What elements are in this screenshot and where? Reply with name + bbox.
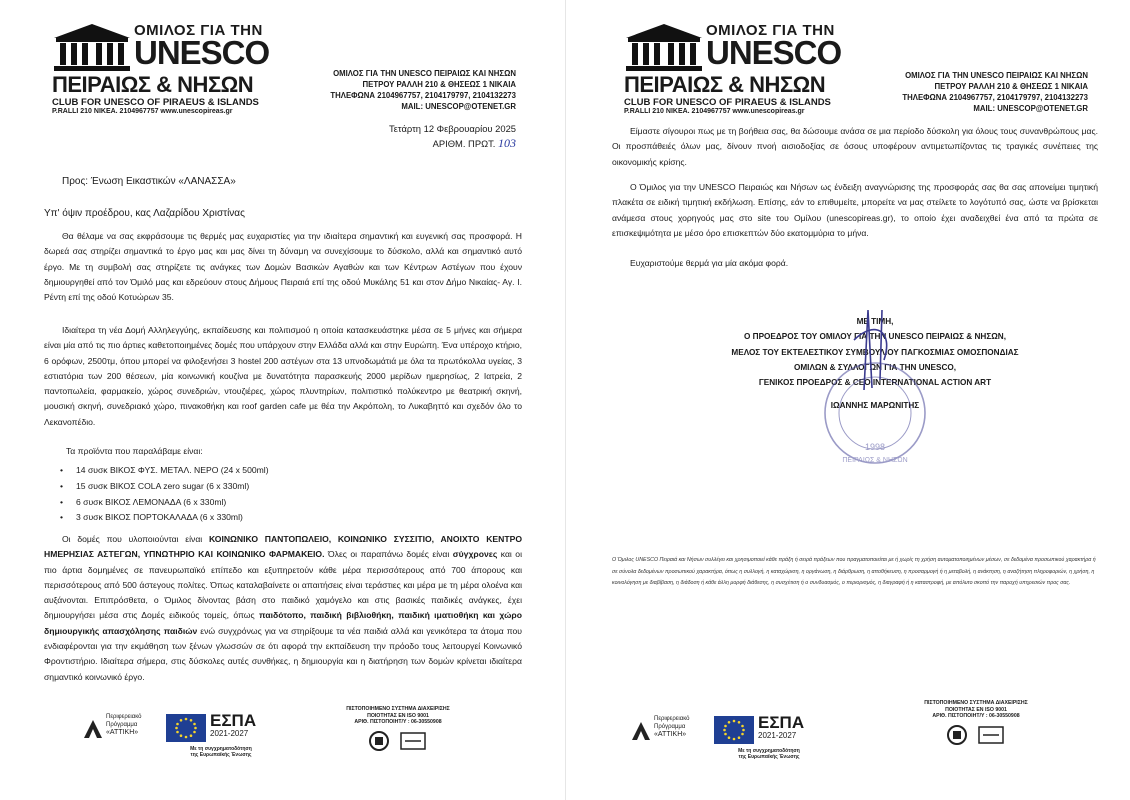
bullet-icon: • (60, 480, 64, 491)
attiki-logo-icon (630, 720, 652, 742)
attiki-logo-icon (82, 718, 104, 740)
attiki-label: Περιφερειακό Πρόγραμμα «ΑΤΤΙΚΗ» (654, 716, 690, 738)
recipient: Προς: Ένωση Εικαστικών «ΛΑΝΑΣΣΑ» (62, 176, 236, 187)
paragraph-text: Ιδιαίτερα τη νέα Δομή Αλληλεγγύης, εκπαίδευσης και πολιτισμού η οποία κατασκευάστηκε μέσα σε 5 μήνες και σήμερα είναι μία από τις πιο άρτιες καθετοποιημένες δομές που υπάρχουν στην Ελλάδα αλλά και στην Ευρώπη. Ένα υπέροχο κτήριο, 6 ορόφων, 2500τμ, όπου μπορεί να φιλοξενήσει 3 hostel 200 αστέγων στα 13 υπνοδωμάτιά με όλα τα πρωτόκολλα υγείας, 3 εστιατόρια των 200 θέσεων, μία κοινωνική κουζίνα με δυνατότητα παρασκευής 2000 μερίδων ημερησίως, 2 Ιατρεία, 2 παντοπωλεία, φαρμακείο, χώρος συνεδριών, ντουζιέρες, χώρος πλυντηρίων, πολιτιστικό πολύκεντρο με θεατρική σκηνή, μουσική σκηνή, συνεδριακό χώρο, πινακοθήκη και roof garden cafe με θέα την Ακρόπολη, το Λυκαβηττό και σχεδόν όλο το Λεκανοπέδιο. (44, 325, 522, 427)
page-divider (565, 0, 566, 800)
body-paragraph-2 (612, 180, 1098, 241)
espa-logo: ΕΣΠΑ 2021-2027 (758, 713, 805, 740)
iso-cert-icon (941, 724, 1011, 746)
paragraph-text: Είμαστε σίγουροι πως με τη βοήθεια σας, θα δώσουμε ανάσα σε μια περίοδο δύσκολη για όλους τους συνανθρώπους μας. Οι προσπάθειές όλων μας, δίνουν πνοή αισιοδοξίας σε όσους υποφέρουν αντιμετωπίζοντας τις τραγικές συνέπειες της οικονομικής κρίσης. (612, 126, 1098, 167)
address-line: ΟΜΙΛΟΣ ΓΙΑ ΤΗΝ UNESCO ΠΕΙΡΑΙΩΣ ΚΑΙ ΝΗΣΩΝ (333, 69, 516, 78)
unesco-club-logo (624, 22, 842, 122)
logo-line-3: ΠΕΙΡΑΙΩΣ & ΝΗΣΩΝ (624, 72, 826, 97)
logo-line-4: CLUB FOR UNESCO OF PIRAEUS & ISLANDS (624, 97, 831, 108)
attiki-label: Περιφερειακό Πρόγραμμα «ΑΤΤΙΚΗ» (106, 714, 142, 736)
address-line: MAIL: UNESCOP@OTENET.GR (973, 104, 1088, 113)
cofunded-label: Με τη συγχρηματοδότηση της Ευρωπαϊκής Ένωσης (190, 746, 252, 758)
body-paragraph-2 (44, 323, 522, 430)
letterhead-address (902, 70, 1088, 114)
paragraph-text: Θα θέλαμε να σας εκφράσουμε τις θερμές μας ευχαριστίες για την ιδιαίτερα σημαντική και ευγενική σας προσφορά. Η δωρεά σας στηρίζει σημαντικά το έργο μας και μας δίνει τη δύναμη να συνεχίσουμε το δύσκολο, αλλά και σημαντικό αυτό έργο. Με τη συμβολή σας στηρίζετε τις ανάγκες των Δομών Βασικών Αγαθών και των Κέντρων Αστέγων που έχουν δημιουργηθεί από τον Όμιλό μας και εδρεύουν στους Δήμους Πειραιά επί της οδού Μυκάλης 51 και στον Δήμο Νικαίας- Αγ. Ι. Ρέντη επί της οδού Κοτυώρων 35. (44, 231, 522, 303)
paragraph-text: Ευχαριστούμε θερμά για μία ακόμα φορά. (630, 258, 789, 268)
privacy-notice: Ο Όμιλος UNESCO Πειραιά και Νήσων συλλέγει και χρησιμοποιεί κάθε πράξη ή σειρά πράξεων που πραγματοποιείται με ή χωρίς τη χρήση αυτοματοποιημένων μέσων, σε δεδομένα προσωπικού χαρακτήρα ή σε σύνολα δεδομένων προσωπικού χαρακτήρα, όπως η συλλογή, η καταχώριση, η οργάνωση, η διάρθρωση, η αποθήκευση, η προσαρμογή ή η μεταβολή, η ανάκτηση, η αναζήτηση πληροφοριών, η χρήση, η κοινολόγηση με διαβίβαση, η διάδοση ή κάθε άλλη μορφή διάθεσης, η συσχέτιση ή ο συνδυασμός, ο περιορισμός, η διαγραφή ή η καταστροφή, με απόλυτο σκοπό την παροχή υπηρεσιών προς σας. (612, 557, 1096, 586)
list-item: • 14 συσκ ΒΙΚΟΣ ΦΥΣ. ΜΕΤΑΛ. ΝΕΡΟ (24 x 500ml) (60, 463, 269, 479)
svg-text:1998: 1998 (864, 442, 886, 452)
address-line: MAIL: UNESCOP@OTENET.GR (401, 102, 516, 111)
logo-line-1: ΟΜΙΛΟΣ ΓΙΑ ΤΗΝ (134, 22, 263, 39)
iso-cert-block: ΠΙΣΤΟΠΟΙΗΜΕΝΟ ΣΥΣΤΗΜΑ ΔΙΑΧΕΙΡΙΣΗΣ ΠΟΙΟΤΗΤΑΣ ΕΝ ISO 9001 ΑΡΙΘ. ΠΙΣΤΟΠΟΙΗΤ/Υ : 06-30550908 (906, 700, 1046, 748)
bullet-icon: • (60, 512, 64, 523)
paragraph-text: Ο Όμιλος για την UNESCO Πειραιώς και Νήσων ως ένδειξη αναγνώρισης της προσφοράς σας θα σας απονείμει τιμητική πλακέτα σε ειδική τιμητική εκδήλωση. Επίσης, εάν το επιθυμείτε, μπορείτε να μας στείλετε το λογότυπό σας, ώστε να βρίσκεται ανάμεσα στους χορηγούς μας στο site του Ομίλου (unescopireas.gr), το οποίο έχει αναδειχθεί ένα από τα πρώτα σε επισκεψιμότητα με μέσο όρο επισκεπτών δύο εκατομμύρια το μήνα. (612, 182, 1098, 238)
products-list (60, 463, 269, 526)
handwritten-signature-icon (834, 290, 914, 400)
logo-line-1: ΟΜΙΛΟΣ ΓΙΑ ΤΗΝ (706, 22, 835, 39)
list-item: • 15 συσκ ΒΙΚΟΣ COLA zero sugar (6 x 330ml) (60, 479, 269, 495)
list-item: • 3 συσκ ΒΙΚΟΣ ΠΟΡΤΟΚΑΛΑΔΑ (6 x 330ml) (60, 510, 269, 526)
address-line: ΤΗΛΕΦΩΝΑ 2104967757, 2104179797, 2104132273 (902, 93, 1088, 102)
sig-line: ΜΕΛΟΣ ΤΟΥ ΕΚΤΕΛΕΣΤΙΚΟΥ ΣΥΜΒΟΥΛΙΟΥ ΠΑΓΚΟΣΜΙΑΣ ΟΜΟΣΠΟΝΔΙΑΣ (731, 347, 1019, 357)
letter-date: Τετάρτη 12 Φεβρουαρίου 2025 (389, 123, 516, 134)
svg-text:ΠΕΙΡΑΙΩΣ & ΝΗΣΩΝ: ΠΕΙΡΑΙΩΣ & ΝΗΣΩΝ (842, 457, 908, 464)
letterhead-address (330, 68, 516, 112)
sig-line: ΟΜΙΛΩΝ & ΣΥΛΛΟΓΩΝ ΓΙΑ ΤΗΝ UNESCO, (793, 362, 957, 372)
letter-page-2 (572, 0, 1130, 800)
iso-cert-icon (363, 730, 433, 752)
protocol-label: ΑΡΙΘΜ. ΠΡΩΤ. (432, 138, 496, 149)
sig-line: ΓΕΝΙΚΟΣ ΠΡΟΕΔΡΟΣ & CEO INTERNATIONAL ACTION ART (758, 378, 992, 388)
logo-line-5: P.RALLI 210 NIKEA. 2104967757 www.unescopireas.gr (52, 108, 233, 115)
body-paragraph-3: Οι δομές που υλοποιούνται είναι ΚΟΙΝΩΝΙΚΟ ΠΑΝΤΟΠΩΛΕΙΟ, ΚΟΙΝΩΝΙΚΟ ΣΥΣΣΙΤΙΟ, ΑΝΟΙΧΤΟ ΚΕΝΤΡΟ ΗΜΕΡΗΣΙΑΣ ΑΣΤΕΓΩΝ, ΥΠΝΩΤΗΡΙΟ ΚΑΙ ΚΟΙΝΩΝΙΚΟ ΦΑΡΜΑΚΕΙΟ. Όλες οι παραπάνω δομές είναι σύγχρονες και οι πιο άρτια δομημένες σε πανευρωπαϊκό επίπεδο και εξυπηρετούν κάθε μέρα περισσότερους από 700 άπορους και περισσότερους από 500 άστεγους πολίτες. Όπως καταλαβαίνετε οι απαιτήσεις είναι τεράστιες και μέρα με τη μέρα ολοένα και αυξάνονται. Επιπρόσθετα, ο Όμιλος δίνοντας βάση στο παιδικό χαμόγελο και στις βασικές παιδικές ανάγκες, έχει δημιουργήσει μέσα στις Δομές ειδικούς τομείς, όπως παιδότοπο, παιδική βιβλιοθήκη, παιδική ιματιοθήκη και χώρο δημιουργικής απασχόλησης παιδιών ενώ συγχρόνως για να στηρίξουμε τα νέα παιδιά αλλά και γενικότερα τα άτομα που ενδιαφέρονται για την εκμάθηση των ξένων γλωσσών σε ότι αφορά την εκπαίδευση την πρόοδο τους λειτουργεί Κοινωνικό Φροντιστήριο. Ιδιαίτερα σήμερα, στις δύσκολες αυτές συνθήκες, η δημιουργία και η διατήρηση των δομών κρίνεται ιδιαίτερα σημαντικό κοινωνικό έργο. (44, 534, 523, 682)
logo-line-5: P.RALLI 210 NIKEA. 2104967757 www.unescopireas.gr (624, 108, 805, 115)
address-line: ΟΜΙΛΟΣ ΓΙΑ ΤΗΝ UNESCO ΠΕΙΡΑΙΩΣ ΚΑΙ ΝΗΣΩΝ (905, 71, 1088, 80)
temple-icon (624, 22, 704, 72)
signatory-name: ΙΩΑΝΝΗΣ ΜΑΡΩΝΙΤΗΣ (830, 401, 920, 411)
iso-cert-block: ΠΙΣΤΟΠΟΙΗΜΕΝΟ ΣΥΣΤΗΜΑ ΔΙΑΧΕΙΡΙΣΗΣ ΠΟΙΟΤΗΤΑΣ ΕΝ ISO 9001 ΑΡΙΘ. ΠΙΣΤΟΠΟΙΗΤ/Υ : 06-30550908 (328, 706, 468, 754)
date-block (389, 121, 516, 151)
bullet-icon: • (60, 496, 64, 507)
temple-icon (52, 22, 132, 72)
address-line: ΠΕΤΡΟΥ ΡΑΛΛΗ 210 & ΘΗΣΕΩΣ 1 ΝΙΚΑΙΑ (934, 82, 1088, 91)
unesco-club-logo (52, 22, 270, 122)
body-paragraph-1 (612, 124, 1098, 170)
protocol-number: 103 (498, 136, 516, 150)
bullet-icon: • (60, 465, 64, 475)
logo-unesco: UNESCO (134, 34, 270, 71)
body-paragraph-3 (612, 256, 1098, 271)
letter-page-1 (0, 0, 560, 800)
cofunded-label: Με τη συγχρηματοδότηση της Ευρωπαϊκής Ένωσης (738, 748, 800, 760)
products-lead: Τα προϊόντα που παραλάβαμε είναι: (66, 446, 203, 456)
sig-line: ΜΕ ΤΙΜΗ, (856, 317, 894, 326)
logo-unesco: UNESCO (706, 34, 842, 71)
body-paragraph-1 (44, 229, 522, 305)
sig-line: Ο ΠΡΟΕΔΡΟΣ ΤΟΥ ΟΜΙΛΟΥ ΓΙΑ ΤΗΝ UNESCO ΠΕΙΡΑΙΩΣ & ΝΗΣΩΝ, (744, 332, 1006, 342)
list-item: • 6 συσκ ΒΙΚΟΣ ΛΕΜΟΝΑΔΑ (6 x 330ml) (60, 495, 269, 511)
espa-logo: ΕΣΠΑ 2021-2027 (210, 711, 257, 738)
eu-flag-icon (166, 714, 206, 742)
logo-line-3: ΠΕΙΡΑΙΩΣ & ΝΗΣΩΝ (52, 72, 254, 97)
address-line: ΤΗΛΕΦΩΝΑ 2104967757, 2104179797, 2104132273 (330, 91, 516, 100)
address-line: ΠΕΤΡΟΥ ΡΑΛΛΗ 210 & ΘΗΣΕΩΣ 1 ΝΙΚΑΙΑ (362, 80, 516, 89)
protocol-line (389, 136, 516, 151)
attention-line: Υπ' όψιν προέδρου, κας Λαζαρίδου Χριστίνας (44, 208, 245, 219)
eu-flag-icon (714, 716, 754, 744)
logo-line-4: CLUB FOR UNESCO OF PIRAEUS & ISLANDS (52, 97, 259, 108)
